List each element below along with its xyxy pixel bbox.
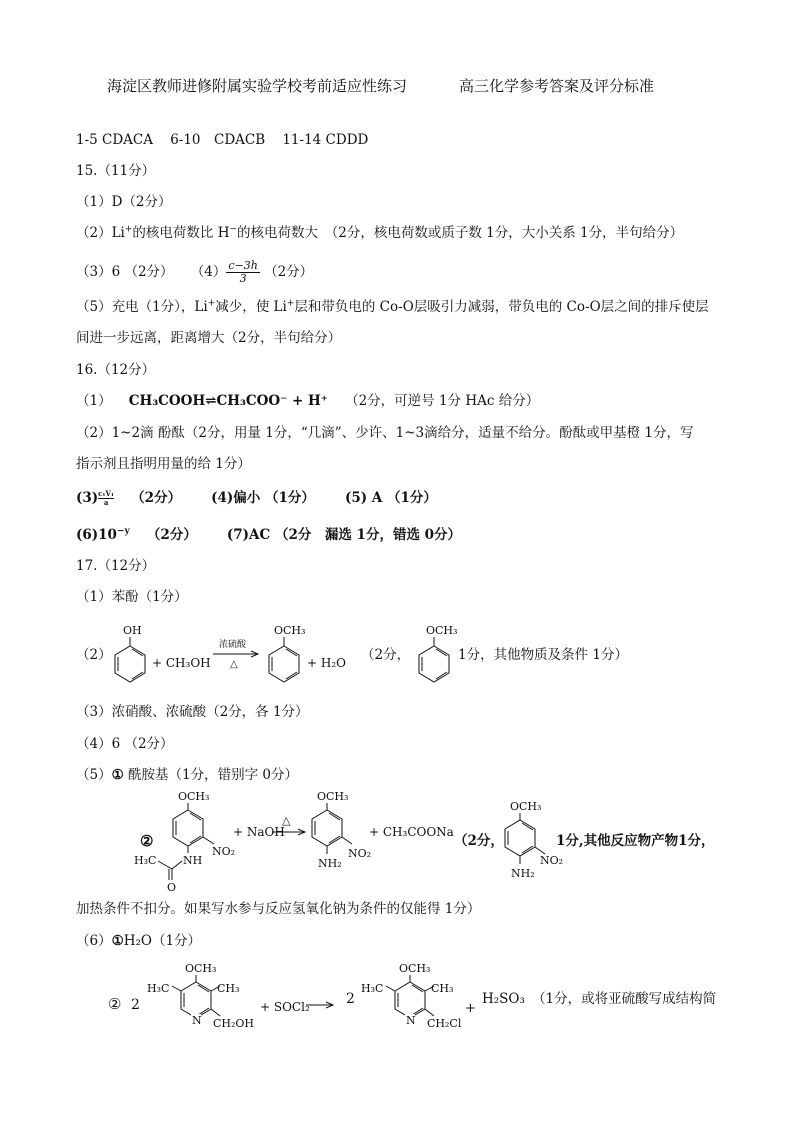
mc-group-1: 1-5 CDACA bbox=[76, 132, 154, 148]
q17-cond-top: 浓硫酸 bbox=[219, 640, 247, 650]
anisole-answer-och3-label: OCH₃ bbox=[426, 624, 458, 637]
q17-cond-bottom: △ bbox=[230, 659, 238, 670]
q17-part4: （4）6 （2分） bbox=[76, 736, 174, 752]
q15-part5-line1: （5）充电（1分），Li+减少，使 Li+层和带负电的 Co-O层吸引力减弱，带负电的 Co-O层之间的排斥使层 bbox=[76, 298, 709, 315]
q16-part5: (5) A （1分） bbox=[344, 490, 437, 506]
q17-part6-circle2: ② bbox=[108, 995, 122, 1013]
q16-part2-line1: （2）1~2滴 酚酞（2分，用量 1分，“几滴”、少许、1~3滴给分，适量不给分。酚酞或甲基橙 1分，写 bbox=[76, 425, 694, 441]
q16-equation: CH₃COOH⇌CH₃COO⁻ + H⁺ bbox=[128, 393, 328, 409]
q17-part2-label: （2） bbox=[76, 647, 112, 663]
q16-part3-fraction: $\frac{\text{c₁V₁}}{a}$ bbox=[98, 489, 114, 507]
product-no2-label: NO₂ bbox=[348, 847, 372, 860]
phenol-oh-label: OH bbox=[123, 624, 142, 637]
q17-part5-line2: 加热条件不扣分。如果写水参与反应氢氧化钠为条件的仅能得 1分） bbox=[76, 901, 481, 917]
reaction-arrow-3 bbox=[306, 1001, 336, 1009]
q17-heat-symbol: △ bbox=[282, 814, 291, 827]
q17-part6-coef1: 2 bbox=[131, 997, 140, 1013]
q16-part1: （1） CH₃COOH⇌CH₃COO⁻ + H⁺ （2分，可逆号 1分 HAc 给分） bbox=[76, 393, 540, 409]
mc-answers bbox=[76, 131, 368, 149]
q17-plus-water: + H₂O bbox=[307, 656, 346, 670]
q17-part6-h2so3: H₂SO₃ bbox=[482, 991, 525, 1007]
phenol-structure bbox=[108, 620, 158, 690]
py-ch2oh-label: CH₂OH bbox=[213, 1017, 255, 1030]
q17-part6-line1: （6）①H₂O（1分） bbox=[76, 933, 202, 949]
q17-part1: （1）苯酚（1分） bbox=[76, 589, 188, 605]
anisole-och3-label: OCH₃ bbox=[274, 624, 306, 637]
q17-plus-acetate: + CH₃COONa bbox=[369, 825, 454, 839]
acetanilide-structure bbox=[130, 788, 240, 894]
pycl-och3-label: OCH₃ bbox=[399, 962, 431, 975]
q17-part3: （3）浓硝酸、浓硫酸（2分，各 1分） bbox=[76, 704, 309, 720]
q16-part3-5: (3) $\frac{\text{c₁V₁}}{a}$ （2分） (4)偏小 （1分） (5) A （1分） bbox=[76, 489, 437, 507]
q15-part3-4 bbox=[76, 260, 313, 285]
answer-nh2-label: NH₂ bbox=[511, 867, 535, 880]
acetanilide-h3c-label: H₃C bbox=[134, 854, 157, 867]
q17-part6-score: （1分，或将亚硫酸写成结构简 bbox=[532, 991, 717, 1007]
acetanilide-no2-label: NO₂ bbox=[212, 845, 236, 858]
q15-part4-score: （2分） bbox=[264, 264, 314, 280]
q17-plus-methanol: + CH₃OH bbox=[152, 656, 211, 670]
q15-part1: （1）D（2分） bbox=[76, 194, 172, 210]
mc-group-3: 11-14 CDDD bbox=[282, 132, 369, 148]
q15-part4-label: （4） bbox=[190, 264, 227, 280]
product-och3-label: OCH₃ bbox=[317, 790, 349, 803]
product-nh2-label: NH₂ bbox=[318, 857, 342, 870]
q17-heading: 17.（12分） bbox=[76, 558, 156, 574]
q17-part6-coef2: 2 bbox=[346, 991, 355, 1007]
acetanilide-och3-label: OCH₃ bbox=[178, 790, 210, 803]
q16-part7: (7)AC （2分 漏选 1分，错选 0分） bbox=[226, 527, 462, 543]
reaction-arrow bbox=[213, 650, 261, 658]
q16-part6-7: $(6)10^{-y}$ （2分） (7)AC （2分 漏选 1分，错选 0分） bbox=[76, 526, 462, 543]
answer-och3-label: OCH₃ bbox=[510, 800, 542, 813]
pycl-n-label: N bbox=[406, 1014, 416, 1027]
q17-part5-circle2: ② bbox=[140, 832, 154, 850]
q17-part5-score-a: （2分， bbox=[454, 833, 504, 849]
header-school: 海淀区教师进修附属实验学校考前适应性练习 bbox=[107, 77, 408, 95]
pycl-ch3-label: CH₃ bbox=[431, 982, 454, 995]
q16-part4: (4)偏小 （1分） bbox=[211, 490, 315, 506]
pycl-ch2cl-label: CH₂Cl bbox=[427, 1017, 462, 1030]
q17-part5-line1: （5）① 酰胺基（1分，错别字 0分） bbox=[76, 767, 298, 783]
q15-heading: 15.（11分） bbox=[76, 163, 156, 179]
q15-part4-fraction: $\frac{c-3h}{3}$ bbox=[228, 259, 258, 285]
pyridine-methanol-structure bbox=[144, 960, 264, 1035]
acetanilide-nh-label: NH bbox=[183, 854, 203, 867]
q17-part5-score-b: 1分,其他反应物产物1分， bbox=[556, 833, 715, 849]
py-ch3-label: CH₃ bbox=[217, 982, 240, 995]
answer-no2-label: NO₂ bbox=[540, 854, 564, 867]
q16-part2-line2: 指示剂且指明用量的给 1分） bbox=[76, 456, 251, 472]
anisole-answer-structure bbox=[412, 620, 462, 690]
header-subject: 高三化学参考答案及评分标准 bbox=[459, 77, 655, 95]
py-n-label: N bbox=[192, 1014, 202, 1027]
pyridine-chloride-structure bbox=[358, 960, 478, 1035]
q17-part2-score-b: 1分，其他物质及条件 1分） bbox=[458, 647, 628, 663]
py-och3-label: OCH₃ bbox=[185, 962, 217, 975]
q17-plus-naoh: + NaOH bbox=[233, 825, 285, 839]
q16-heading: 16.（12分） bbox=[76, 362, 156, 378]
py-h3c-label: H₃C bbox=[147, 982, 170, 995]
pycl-h3c-label: H₃C bbox=[361, 982, 384, 995]
q15-part5-line2: 间进一步远离，距离增大（2分，半句给分） bbox=[76, 330, 342, 346]
acetanilide-o-label: O bbox=[167, 881, 177, 894]
q17-part2-score-a: （2分， bbox=[361, 647, 411, 663]
q15-part3: （3）6 （2分） bbox=[76, 264, 174, 280]
mc-group-2: 6-10 CDACB bbox=[170, 132, 266, 148]
q15-part2: （2）Li+的核电荷数比 H−的核电荷数大 （2分，核电荷数或质子数 1分，大小关系 1分，半句给分） bbox=[76, 224, 684, 241]
q17-part6-plus: + bbox=[465, 1001, 476, 1016]
nitroanisidine-product-structure bbox=[300, 788, 380, 888]
q17-plus-socl2: + SOCl₂ bbox=[260, 1000, 310, 1014]
